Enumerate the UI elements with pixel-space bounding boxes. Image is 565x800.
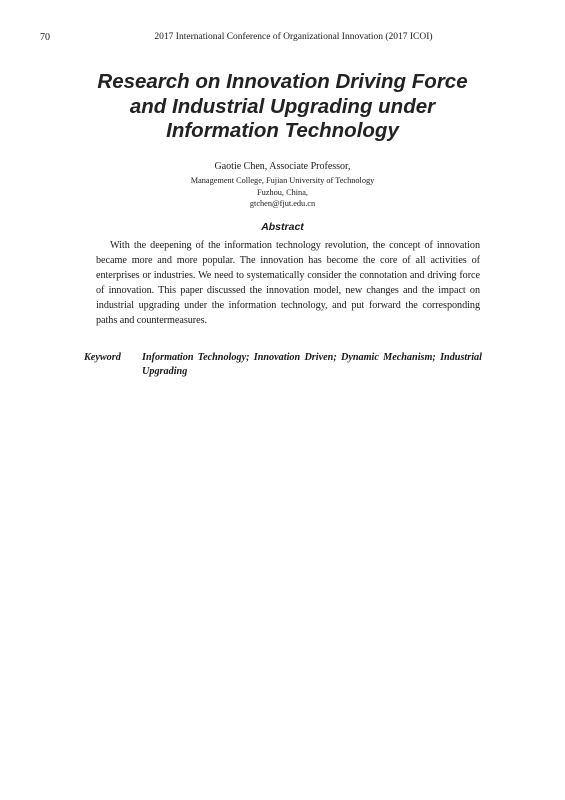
abstract-body: With the deepening of the information technology revolution, the concept of innovation became more and more popular. The innovation has become the core of all activities of enterprises or industries. We need to systematically consider the connotation and driving force of innovation. This paper discussed the innovation model, new changes and the impact on industrial upgrading under the information technology, and put forward the corresponding paths and countermeasures. bbox=[96, 240, 480, 327]
author-location: Fuzhou, China, bbox=[257, 187, 308, 197]
paper-title bbox=[0, 70, 565, 144]
author-name: Gaotie Chen, Associate Professor, bbox=[214, 161, 351, 172]
page-number: 70 bbox=[40, 32, 50, 43]
keywords-label: Keyword bbox=[84, 352, 121, 363]
paper-title-line: Research on Innovation Driving Force bbox=[97, 70, 468, 93]
abstract-heading: Abstract bbox=[261, 221, 304, 233]
paper-title-line: and Industrial Upgrading under bbox=[129, 94, 436, 118]
author-block bbox=[0, 160, 565, 210]
keywords-text: Information Technology; Innovation Driven; Dynamic Mechanism; Industrial Upgrading bbox=[142, 352, 482, 377]
paper-title-line: Information Technology bbox=[166, 119, 399, 142]
author-affiliation: Management College, Fujian University of Technology bbox=[190, 176, 375, 185]
author-email: gtchen@fjut.edu.cn bbox=[249, 199, 316, 208]
running-header: 2017 International Conference of Organizational Innovation (2017 ICOI) bbox=[154, 32, 433, 42]
